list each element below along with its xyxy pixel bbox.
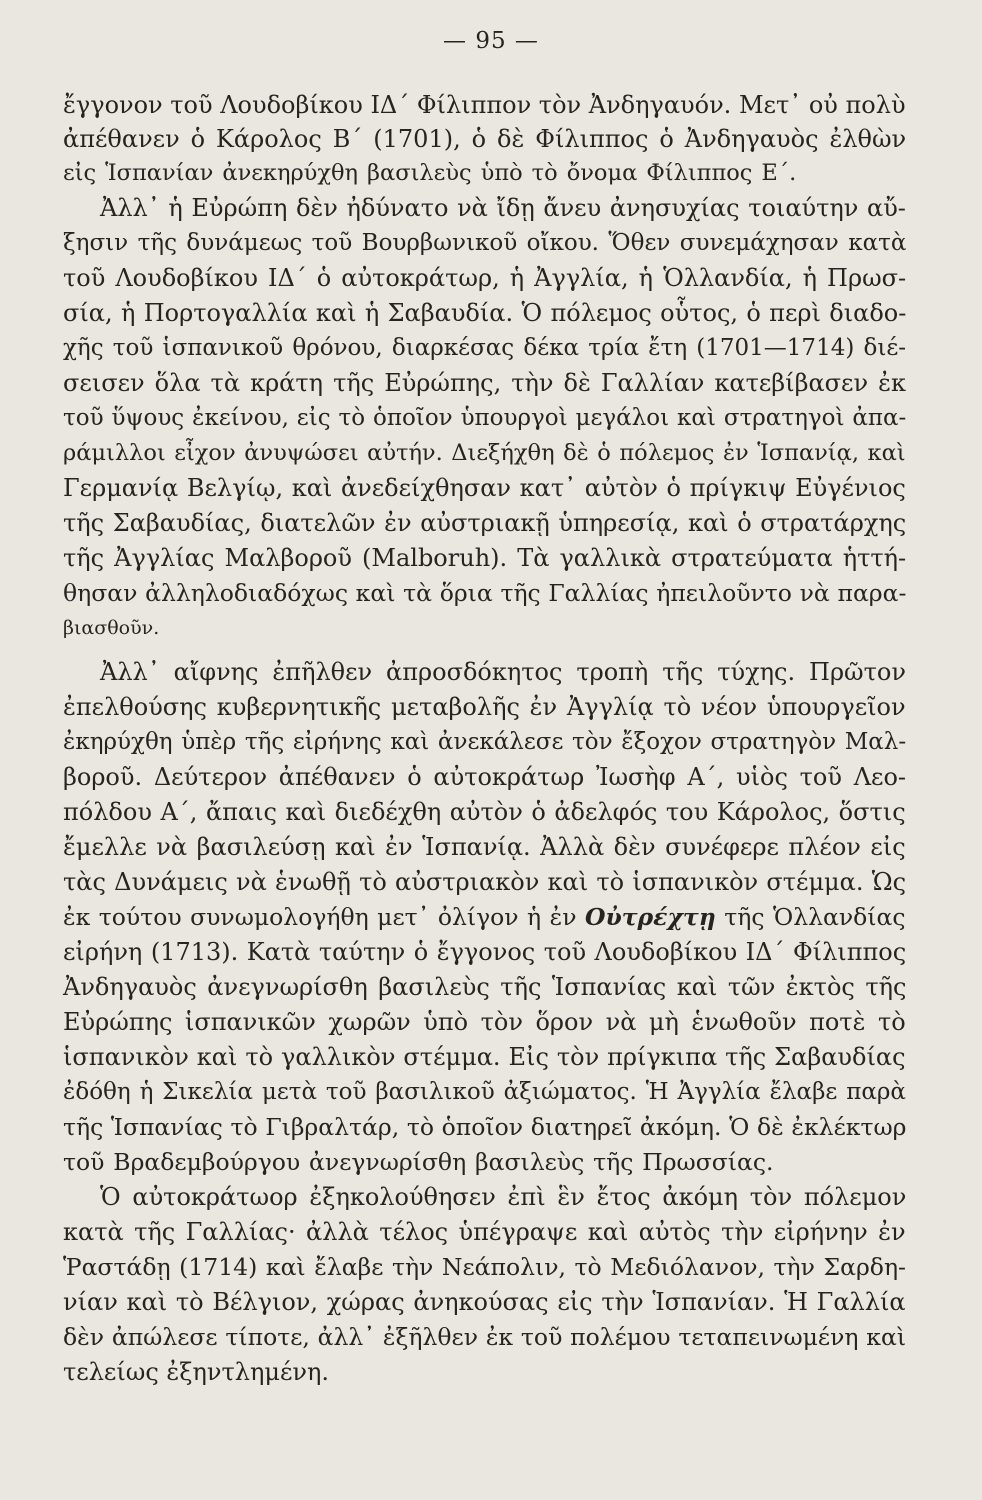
page-number: — 95 — [443, 28, 539, 54]
text-line: Ἀλλ᾽ ἡ Εὐρώπη δὲν ἠδύνατο νὰ ἴδῃ ἄνευ ἀνησυχίας τοιαύτην αὔ- [100, 194, 906, 222]
text-line: δὲν ἀπώλεσε τίποτε, ἀλλ᾽ ἐξῆλθεν ἐκ τοῦ πολέμου τεταπεινωμένη καὶ [63, 1323, 907, 1351]
text-line: θησαν ἀλληλοδιαδόχως καὶ τὰ ὅρια τῆς Γαλλίας ἠπειλοῦντο νὰ παρα- [63, 579, 907, 607]
text-line: βιασθοῦν. [63, 617, 160, 639]
text-line: κατὰ τῆς Γαλλίας· ἀλλὰ τέλος ὑπέγραψε καὶ αὐτὸς τὴν εἰρήνην ἐν [63, 1218, 906, 1246]
text-line: εἰρήνη (1713). Κατὰ ταύτην ὁ ἔγγονος τοῦ Λουδοβίκου ΙΔ΄ Φίλιππος [63, 938, 907, 966]
text-line: τοῦ Βραδεμβούργου ἀνεγνωρίσθη βασιλεὺς τῆς Πρωσσίας. [63, 1148, 774, 1176]
line-text-after: τῆς Ὁλλανδίας [715, 903, 906, 931]
text-line: πόλδου Α΄, ἄπαις καὶ διεδέχθη αὐτὸν ὁ ἀδελφός του Κάρολος, ὅστις [63, 798, 906, 826]
text-line: ράμιλλοι εἶχον ἀνυψώσει αὐτήν. Διεξήχθη δὲ ὁ πόλεμος ἐν Ἱσπανίᾳ, καὶ [63, 440, 906, 466]
text-line: σεισεν ὅλα τὰ κράτη τῆς Εὐρώπης, τὴν δὲ Γαλλίαν κατεβίβασεν ἐκ [63, 369, 906, 397]
text-line [63, 902, 906, 932]
emphasized-place-name: Οὐτρέχτῃ [584, 903, 716, 931]
text-line: εἰς Ἱσπανίαν ἀνεκηρύχθη βασιλεὺς ὑπὸ τὸ ὄνομα Φίλιππος Ε΄. [63, 160, 797, 186]
text-line: τοῦ ὕψους ἐκείνου, εἰς τὸ ὁποῖον ὑπουργοὶ μεγάλοι καὶ στρατηγοὶ ἀπα- [63, 405, 907, 431]
text-line: ἀπέθανεν ὁ Κάρολος Β΄ (1701), ὁ δὲ Φίλιππος ὁ Ἀνδηγαυὸς ἐλθὼν [63, 125, 907, 153]
text-line: σία, ἡ Πορτογαλλία καὶ ἡ Σαβαυδία. Ὁ πόλεμος οὗτος, ὁ περὶ διαδο- [63, 299, 907, 327]
text-line: βοροῦ. Δεύτερον ἀπέθανεν ὁ αὐτοκράτωρ Ἰωσὴφ Α΄, υἱὸς τοῦ Λεο- [63, 763, 907, 791]
text-line: τοῦ Λουδοβίκου ΙΔ΄ ὁ αὐτοκράτωρ, ἡ Ἀγγλία, ἡ Ὁλλανδία, ἡ Πρωσ- [63, 264, 907, 292]
text-line: τὰς Δυνάμεις νὰ ἑνωθῇ τὸ αὐστριακὸν καὶ τὸ ἱσπανικὸν στέμμα. Ὡς [63, 868, 907, 896]
text-line: Ῥαστάδῃ (1714) καὶ ἔλαβε τὴν Νεάπολιν, τὸ Μεδιόλανον, τὴν Σαρδη- [63, 1253, 906, 1281]
text-line: Εὐρώπης ἱσπανικῶν χωρῶν ὑπὸ τὸν ὅρον νὰ μὴ ἑνωθοῦν ποτὲ τὸ [63, 1008, 906, 1036]
text-line: τελείως ἐξηντλημένη. [63, 1358, 329, 1386]
text-line: Ἀλλ᾽ αἴφνης ἐπῆλθεν ἀπροσδόκητος τροπὴ τῆς τύχης. Πρῶτον [100, 658, 906, 686]
text-line: τῆς Σαβαυδίας, διατελῶν ἐν αὐστριακῇ ὑπηρεσίᾳ, καὶ ὁ στρατάρχης [63, 509, 907, 537]
text-line: τῆς Ἀγγλίας Μαλβοροῦ (Malboruh). Τὰ γαλλικὰ στρατεύματα ἡττή- [63, 544, 907, 572]
text-line: Ἀνδηγαυὸς ἀνεγνωρίσθη βασιλεὺς τῆς Ἱσπανίας καὶ τῶν ἐκτὸς τῆς [63, 973, 907, 1001]
text-line: Ὁ αὐτοκράτωορ ἐξηκολούθησεν ἐπὶ ἓν ἔτος ἀκόμη τὸν πόλεμον [100, 1183, 907, 1211]
line-text-before: ἐκ τούτου συνωμολογήθη μετ᾽ ὀλίγον ἡ ἐν [63, 903, 585, 931]
text-line: ἐκηρύχθη ὑπὲρ τῆς εἰρήνης καὶ ἀνεκάλεσε τὸν ἔξοχον στρατηγὸν Μαλ- [63, 729, 907, 755]
text-line: νίαν καὶ τὸ Βέλγιον, χώρας ἀνηκούσας εἰς τὴν Ἱσπανίαν. Ἡ Γαλλία [63, 1288, 906, 1316]
text-line: ἔμελλε νὰ βασιλεύσῃ καὶ ἐν Ἱσπανίᾳ. Ἀλλὰ δὲν συνέφερε πλέον εἰς [63, 833, 906, 861]
text-line: ἐπελθούσης κυβερνητικῆς μεταβολῆς ἐν Ἀγγλίᾳ τὸ νέον ὑπουργεῖον [63, 693, 906, 721]
text-line: χῆς τοῦ ἱσπανικοῦ θρόνου, διαρκέσας δέκα τρία ἔτη (1701—1714) διέ- [63, 335, 907, 361]
text-line: ξησιν τῆς δυνάμεως τοῦ Βουρβωνικοῦ οἴκου. Ὅθεν συνεμάχησαν κατὰ [63, 230, 907, 256]
text-line: ἐδόθη ἡ Σικελία μετὰ τοῦ βασιλικοῦ ἀξιώματος. Ἡ Ἀγγλία ἔλαβε παρὰ [63, 1079, 906, 1105]
text-line: ἱσπανικὸν καὶ τὸ γαλλικὸν στέμμα. Εἰς τὸν πρίγκιπα τῆς Σαβαυδίας [63, 1043, 906, 1071]
text-line: ἔγγονον τοῦ Λουδοβίκου ΙΔ΄ Φίλιππον τὸν Ἀνδηγαυόν. Μετ᾽ οὐ πολὺ [63, 91, 906, 119]
text-line: τῆς Ἱσπανίας τὸ Γιβραλτάρ, τὸ ὁποῖον διατηρεῖ ἀκόμη. Ὁ δὲ ἐκλέκτωρ [63, 1113, 907, 1141]
text-line: Γερμανίᾳ Βελγίῳ, καὶ ἀνεδείχθησαν κατ᾽ αὐτὸν ὁ πρίγκιψ Εὐγένιος [63, 474, 906, 502]
